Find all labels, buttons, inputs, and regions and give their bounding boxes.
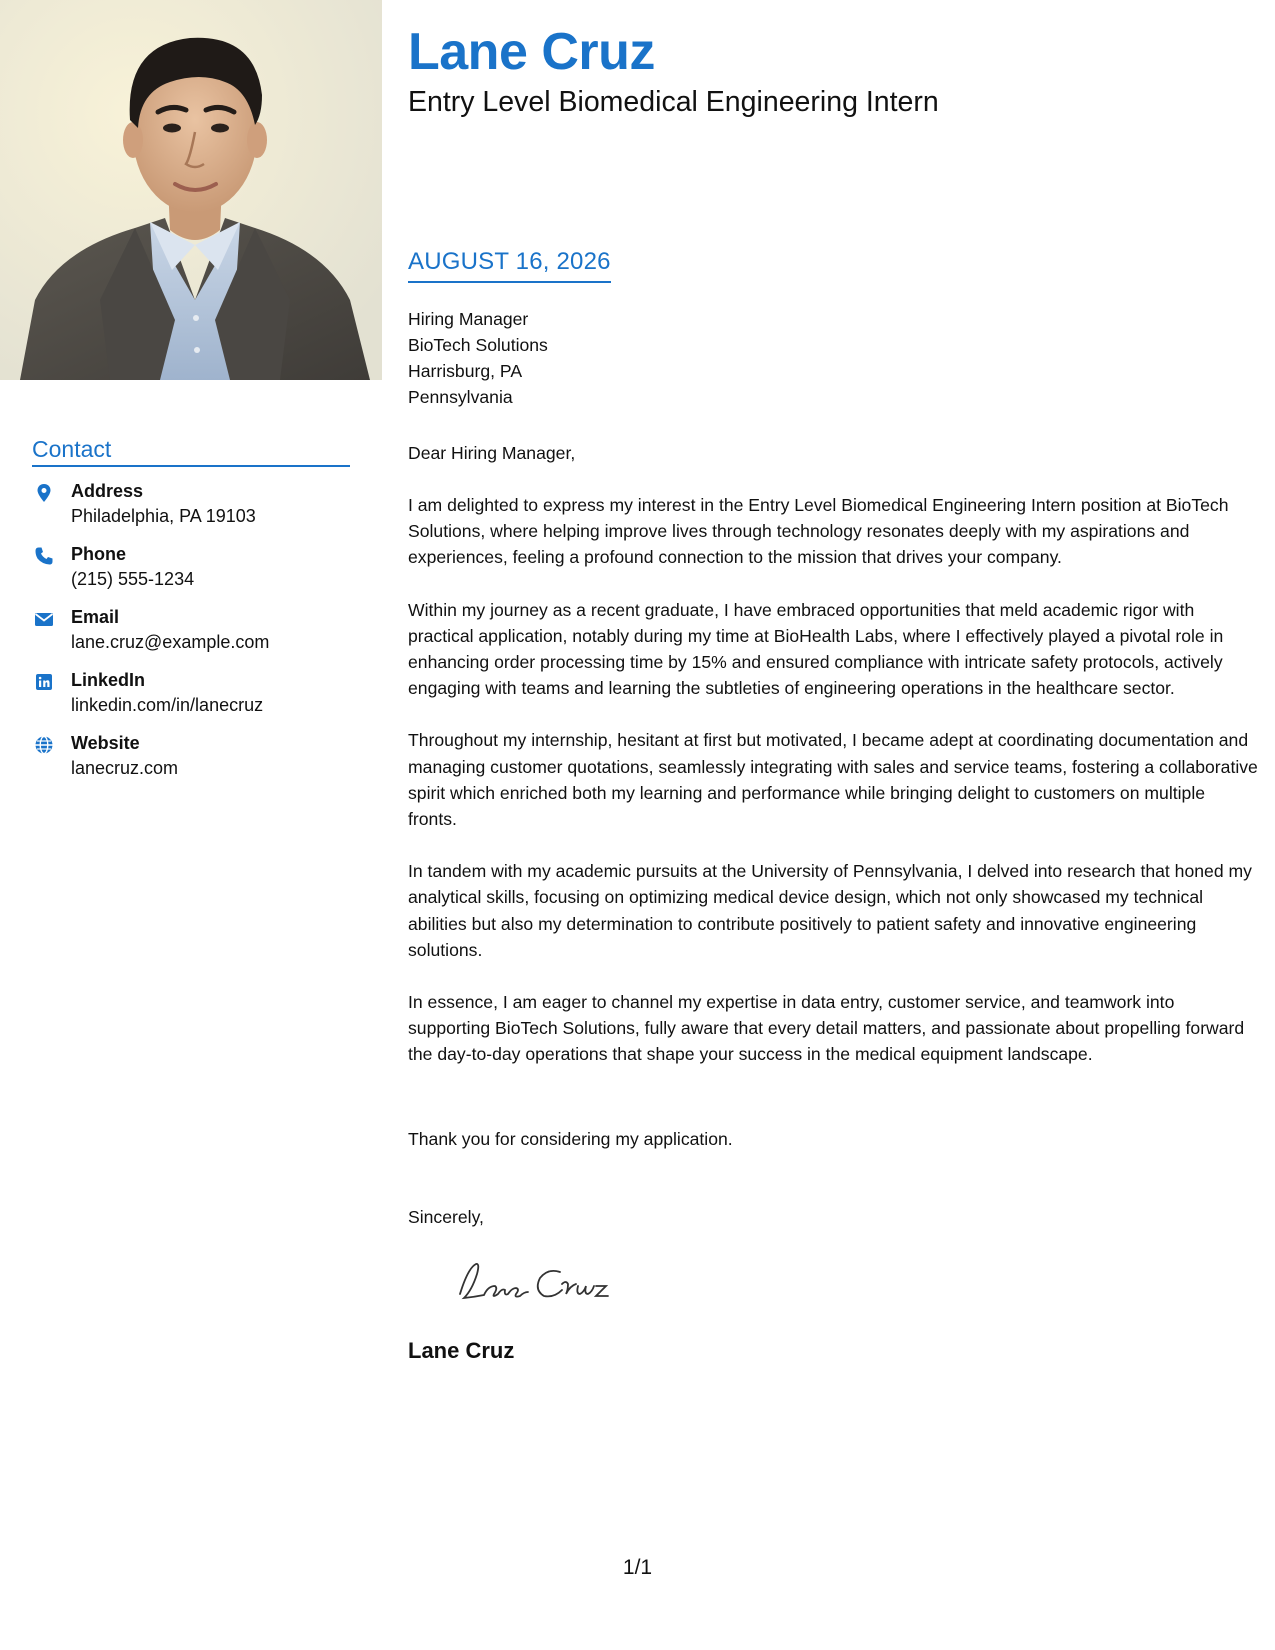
contact-label: LinkedIn bbox=[71, 670, 146, 690]
recipient-line: Hiring Manager bbox=[408, 309, 529, 329]
contact-item-website bbox=[32, 733, 362, 796]
page-number: 1/1 bbox=[622, 1556, 653, 1579]
linkedin-icon bbox=[34, 672, 54, 692]
recipient-line: Harrisburg, PA bbox=[408, 361, 523, 381]
linkedin-value[interactable]: linkedin.com/in/lanecruz bbox=[71, 695, 264, 715]
portrait-illustration bbox=[0, 0, 382, 380]
contact-heading: Contact bbox=[32, 436, 350, 467]
closing-thanks: Thank you for considering my application. bbox=[408, 1129, 733, 1149]
applicant-name: Lane Cruz bbox=[408, 23, 655, 81]
contact-label: Website bbox=[71, 733, 140, 753]
website-value[interactable]: lanecruz.com bbox=[71, 758, 179, 778]
recipient-line: Pennsylvania bbox=[408, 387, 513, 407]
contact-label: Phone bbox=[71, 544, 127, 564]
profile-photo bbox=[0, 0, 382, 380]
body-paragraph: Within my journey as a recent graduate, I have embraced opportunities that meld academic rigor with practical application, notably during my time at BioHealth Labs, where I effectively played a pivotal role in enhancing order processing time by 15% and ensured compliance with intricate safety protocols, actively engaging with teams and learning the subtleties of engineering operations in the healthcare sector. bbox=[408, 599, 1224, 699]
contact-item-email bbox=[32, 607, 362, 670]
recipient-block bbox=[408, 306, 808, 410]
contact-item-linkedin bbox=[32, 670, 362, 733]
signer-name: Lane Cruz bbox=[408, 1338, 515, 1363]
phone-icon bbox=[34, 546, 54, 566]
contact-item-address bbox=[32, 481, 362, 544]
globe-icon bbox=[34, 735, 54, 755]
contact-item-phone bbox=[32, 544, 362, 607]
body-paragraph: Throughout my internship, hesitant at first but motivated, I became adept at coordinating documentation and managing customer quotations, seamlessly integrating with sales and service teams, fostering a collaborative spirit which enriched both my learning and performance while bringing delight to customers on multiple fronts. bbox=[408, 730, 1258, 830]
phone-value[interactable]: (215) 555-1234 bbox=[71, 569, 195, 589]
contact-label: Address bbox=[71, 481, 144, 501]
email-value[interactable]: lane.cruz@example.com bbox=[71, 632, 270, 652]
recipient-line: BioTech Solutions bbox=[408, 335, 548, 355]
contact-list bbox=[32, 481, 362, 796]
salutation: Dear Hiring Manager, bbox=[408, 443, 576, 463]
contact-label: Email bbox=[71, 607, 120, 627]
map-pin-icon bbox=[34, 483, 54, 503]
letter-date: AUGUST 16, 2026 bbox=[408, 248, 611, 283]
handwritten-signature bbox=[450, 1250, 630, 1310]
body-paragraph: I am delighted to express my interest in the Entry Level Biomedical Engineering Intern position at BioTech Solutions, where helping improve lives through technology resonates deeply with my aspirations and experiences, feeling a profound connection to the mission that drives your company. bbox=[408, 495, 1229, 568]
letter-body bbox=[408, 492, 1258, 1094]
body-paragraph: In tandem with my academic pursuits at the University of Pennsylvania, I delved into research that honed my analytical skills, focusing on optimizing medical device design, which not only showcased my technical abilities but also my determination to contribute positively to patient safety and innovative engineering solutions. bbox=[408, 861, 1252, 960]
address-value: Philadelphia, PA 19103 bbox=[71, 506, 256, 526]
email-icon bbox=[34, 609, 54, 629]
closing-sincerely: Sincerely, bbox=[408, 1207, 484, 1227]
job-title: Entry Level Biomedical Engineering Intern bbox=[408, 86, 939, 118]
body-paragraph: In essence, I am eager to channel my expertise in data entry, customer service, and teamwork into supporting BioTech Solutions, fully aware that every detail matters, and passionate about propelling forward the day-to-day operations that shape your success in the medical equipment landscape. bbox=[408, 992, 1245, 1065]
